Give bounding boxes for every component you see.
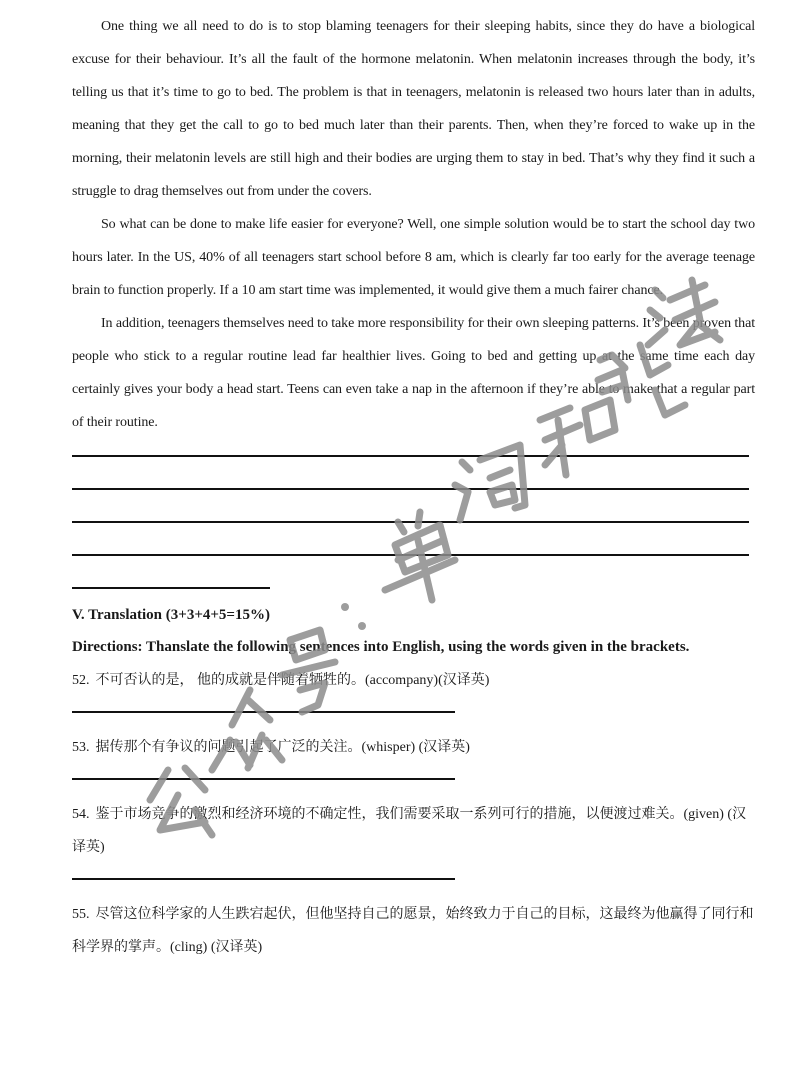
question-55 <box>72 898 755 964</box>
question-prompt: 据传那个有争议的问题引起了广泛的关注。(whisper) (汉译英) <box>95 740 470 755</box>
question-number: 55. <box>72 907 90 922</box>
document-page <box>72 10 755 964</box>
question-text <box>72 798 755 864</box>
passage-paragraph-3: In addition, teenagers themselves need to take more responsibility for their own sleeping patterns. It’s been proven that people who stick to a regular routine lead far healthier lives. Going to bed and getting up at the same time each day certainly gives your body a head start. Teens can even take a nap in the afternoon if they’re able to make that a regular part of their routine. <box>72 316 755 430</box>
section-title: V. Translation (3+3+4+5=15%) <box>72 607 270 623</box>
answer-line[interactable] <box>72 488 749 490</box>
question-52 <box>72 664 755 713</box>
question-prompt: 鉴于市场竞争的激烈和经济环境的不确定性，我们需要采取一系列可行的措施，以便渡过难关。(given) (汉译英) <box>72 807 747 855</box>
question-text <box>72 898 755 964</box>
answer-line[interactable] <box>72 554 749 556</box>
answer-line[interactable] <box>72 711 455 713</box>
answer-line[interactable] <box>72 778 455 780</box>
question-number: 52. <box>72 673 90 688</box>
answer-line[interactable] <box>72 587 270 589</box>
question-text <box>72 731 755 764</box>
question-54 <box>72 798 755 880</box>
answer-lines <box>72 455 755 589</box>
answer-line[interactable] <box>72 455 749 457</box>
passage-paragraph-2: So what can be done to make life easier for everyone? Well, one simple solution would be to start the school day two hours later. In the US, 40% of all teenagers start school before 8 am, which is clearly far too early for the average teenage brain to function properly. If a 10 am start time was implemented, it would give them a much fairer chance. <box>72 217 755 298</box>
question-53 <box>72 731 755 780</box>
directions: Directions: Thanslate the following sentences into English, using the words given in the brackets. <box>72 639 690 655</box>
answer-line[interactable] <box>72 521 749 523</box>
question-text <box>72 664 755 697</box>
question-number: 54. <box>72 807 90 822</box>
passage-paragraph-1: One thing we all need to do is to stop blaming teenagers for their sleeping habits, since they do have a biological excuse for their behaviour. It’s all the fault of the hormone melatonin. When melatonin increases through the body, it’s telling us that it’s time to go to bed. The problem is that in teenagers, melatonin is released two hours later than in adults, meaning that they get the call to go to bed much later than their parents. Then, when they’re forced to wake up in the morning, their melatonin levels are still high and their bodies are urging them to stay in bed. That’s why they find it such a struggle to drag themselves out from under the covers. <box>72 19 755 199</box>
question-prompt: 尽管这位科学家的人生跌宕起伏，但他坚持自己的愿景，始终致力于自己的目标，这最终为他赢得了同行和科学界的掌声。(cling) (汉译英) <box>72 907 754 955</box>
answer-line[interactable] <box>72 878 455 880</box>
question-number: 53. <box>72 740 90 755</box>
question-prompt: 不可否认的是， 他的成就是伴随着牺牲的。(accompany)(汉译英) <box>95 673 490 688</box>
